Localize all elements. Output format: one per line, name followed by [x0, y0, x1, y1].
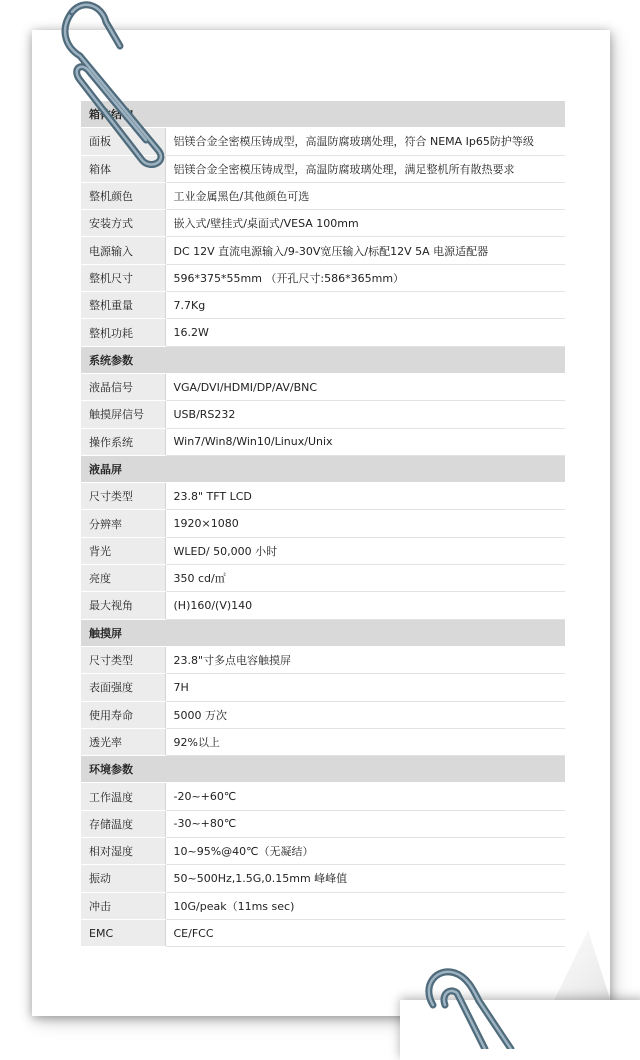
spec-value: 596*375*55mm （开孔尺寸:586*365mm）: [165, 264, 565, 291]
spec-row: [81, 319, 565, 346]
spec-key: 整机尺寸: [81, 264, 165, 291]
spec-row: [81, 892, 565, 919]
spec-key: EMC: [81, 919, 165, 946]
spec-key: 触摸屏信号: [81, 401, 165, 428]
spec-key: 箱体: [81, 155, 165, 182]
spec-row: [81, 919, 565, 946]
spec-value: 铝镁合金全密模压铸成型，高温防腐玻璃处理，符合 NEMA Ip65防护等级: [165, 128, 565, 155]
section-title: 触摸屏: [81, 619, 565, 646]
spec-table-body: [81, 101, 565, 947]
section-title: 系统参数: [81, 346, 565, 373]
spec-value: 1920×1080: [165, 510, 565, 537]
spec-value: 350 cd/㎡: [165, 565, 565, 592]
spec-value: 工业金属黑色/其他颜色可选: [165, 182, 565, 209]
spec-row: [81, 210, 565, 237]
spec-row: [81, 865, 565, 892]
spec-key: 整机颜色: [81, 182, 165, 209]
spec-row: [81, 565, 565, 592]
spec-row: [81, 182, 565, 209]
spec-value: Win7/Win8/Win10/Linux/Unix: [165, 428, 565, 455]
spec-value: 10G/peak（11ms sec): [165, 892, 565, 919]
spec-row: [81, 373, 565, 400]
spec-row: [81, 483, 565, 510]
spec-value: 7H: [165, 674, 565, 701]
spec-key: 振动: [81, 865, 165, 892]
section-header: [81, 346, 565, 373]
paperclip-bottom-icon: [415, 965, 525, 1049]
spec-value: 10~95%@40℃（无凝结）: [165, 838, 565, 865]
spec-key: 亮度: [81, 565, 165, 592]
spec-key: 整机功耗: [81, 319, 165, 346]
spec-key: 使用寿命: [81, 701, 165, 728]
spec-row: [81, 728, 565, 755]
spec-value: VGA/DVI/HDMI/DP/AV/BNC: [165, 373, 565, 400]
section-header: [81, 455, 565, 482]
spec-value: -30~+80℃: [165, 810, 565, 837]
spec-key: 冲击: [81, 892, 165, 919]
paperclip-top-icon: [50, 0, 180, 170]
spec-value: 50~500Hz,1.5G,0.15mm 峰峰值: [165, 865, 565, 892]
spec-key: 操作系统: [81, 428, 165, 455]
spec-row: [81, 428, 565, 455]
spec-row: [81, 401, 565, 428]
section-header: [81, 619, 565, 646]
spec-key: 工作温度: [81, 783, 165, 810]
spec-value: -20~+60℃: [165, 783, 565, 810]
spec-value: 7.7Kg: [165, 292, 565, 319]
spec-key: 表面强度: [81, 674, 165, 701]
spec-key: 尺寸类型: [81, 646, 165, 673]
spec-value: 23.8"寸多点电容触摸屏: [165, 646, 565, 673]
spec-row: [81, 292, 565, 319]
spec-row: [81, 264, 565, 291]
spec-key: 安装方式: [81, 210, 165, 237]
spec-row: [81, 646, 565, 673]
spec-row: [81, 783, 565, 810]
spec-key: 液晶信号: [81, 373, 165, 400]
spec-row: [81, 592, 565, 619]
spec-key: 分辨率: [81, 510, 165, 537]
spec-key: 整机重量: [81, 292, 165, 319]
spec-key: 最大视角: [81, 592, 165, 619]
spec-value: 嵌入式/壁挂式/桌面式/VESA 100mm: [165, 210, 565, 237]
spec-value: 16.2W: [165, 319, 565, 346]
spec-key: 透光率: [81, 728, 165, 755]
spec-key: 相对湿度: [81, 838, 165, 865]
spec-value: 5000 万次: [165, 701, 565, 728]
spec-value: WLED/ 50,000 小时: [165, 537, 565, 564]
section-title: 液晶屏: [81, 455, 565, 482]
section-title: 环境参数: [81, 756, 565, 783]
spec-row: [81, 838, 565, 865]
spec-value: 23.8" TFT LCD: [165, 483, 565, 510]
spec-value: USB/RS232: [165, 401, 565, 428]
spec-row: [81, 510, 565, 537]
spec-row: [81, 537, 565, 564]
spec-key: 面板: [81, 128, 165, 155]
spec-row: [81, 674, 565, 701]
spec-key: 尺寸类型: [81, 483, 165, 510]
spec-key: 电源输入: [81, 237, 165, 264]
spec-key: 背光: [81, 537, 165, 564]
spec-value: 92%以上: [165, 728, 565, 755]
spec-key: 存储温度: [81, 810, 165, 837]
spec-value: (H)160/(V)140: [165, 592, 565, 619]
spec-row: [81, 237, 565, 264]
spec-row: [81, 810, 565, 837]
spec-value: 铝镁合金全密模压铸成型，高温防腐玻璃处理，满足整机所有散热要求: [165, 155, 565, 182]
spec-value: DC 12V 直流电源输入/9-30V宽压输入/标配12V 5A 电源适配器: [165, 237, 565, 264]
spec-table: [81, 101, 565, 947]
section-title: 箱体结构: [81, 101, 565, 128]
section-header: [81, 756, 565, 783]
spec-row: [81, 701, 565, 728]
spec-value: CE/FCC: [165, 919, 565, 946]
